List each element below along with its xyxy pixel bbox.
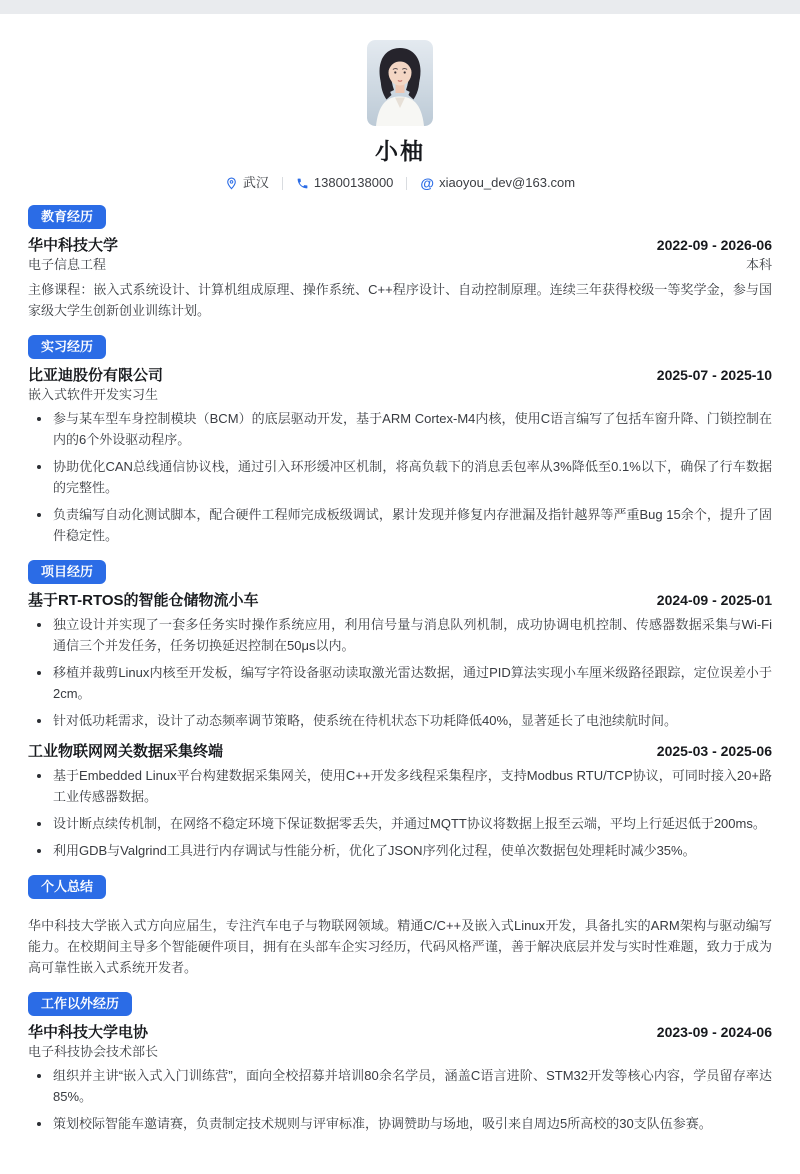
project-date: 2024-09 - 2025-01 xyxy=(656,592,772,608)
resume-header xyxy=(28,40,772,191)
organization-name: 华中科技大学电协 xyxy=(28,1024,149,1041)
project-entry-2 xyxy=(28,743,772,861)
school-name: 华中科技大学 xyxy=(28,237,119,254)
bullet-item: 基于Embedded Linux平台构建数据采集网关，使用C++开发多线程采集程序，支持Modbus RTU/TCP协议，可同时接入20+路工业传感器数据。 xyxy=(28,765,772,807)
project-entry-1 xyxy=(28,592,772,731)
extracurricular-date: 2023-09 - 2024-06 xyxy=(656,1024,772,1040)
section-summary xyxy=(28,875,772,978)
internship-date: 2025-07 - 2025-10 xyxy=(656,367,772,383)
project-date: 2025-03 - 2025-06 xyxy=(656,743,772,759)
contact-email-label: xiaoyou_dev@163.com xyxy=(439,175,576,190)
extracurricular-bullet-list xyxy=(28,1065,772,1134)
bullet-item: 利用GDB与Valgrind工具进行内存调试与性能分析，优化了JSON序列化过程，使单次数据包处理耗时减少35%。 xyxy=(28,840,772,861)
internship-bullet-list xyxy=(28,408,772,546)
extracurricular-entry xyxy=(28,1024,772,1134)
company-name: 比亚迪股份有限公司 xyxy=(28,367,164,384)
phone-icon xyxy=(296,177,309,190)
location-pin-icon xyxy=(225,177,238,190)
education-description: 主修课程：嵌入式系统设计、计算机组成原理、操作系统、C++程序设计、自动控制原理。连续三年获得校级一等奖学金，参与国家级大学生创新创业训练计划。 xyxy=(28,282,772,318)
contact-email[interactable] xyxy=(420,175,575,191)
project-title: 基于RT-RTOS的智能仓储物流小车 xyxy=(28,592,259,609)
contact-divider xyxy=(406,177,407,190)
section-badge-projects: 项目经历 xyxy=(28,560,106,584)
extracurricular-role: 电子科技协会技术部长 xyxy=(28,1044,159,1059)
contact-location-label: 武汉 xyxy=(242,175,269,190)
contact-phone[interactable] xyxy=(296,175,394,191)
section-projects xyxy=(28,560,772,861)
summary-text: 华中科技大学嵌入式方向应届生，专注汽车电子与物联网领域。精通C/C++及嵌入式Linux开发，具备扎实的ARM架构与驱动编写能力。在校期间主导多个智能硬件项目，拥有在头部车企实习经历，代码风格严谨，善于解决底层并发与实时性难题，致力于成为高可靠性嵌入式系统开发者。 xyxy=(28,918,772,975)
contact-row xyxy=(28,175,772,191)
candidate-name: 小柚 xyxy=(375,138,425,164)
internship-entry xyxy=(28,367,772,546)
section-badge-extracurricular: 工作以外经历 xyxy=(28,992,132,1016)
bullet-item: 策划校际智能车邀请赛，负责制定技术规则与评审标准，协调赞助与场地，吸引来自周边5所高校的30支队伍参赛。 xyxy=(28,1113,772,1134)
bullet-item: 参与某车型车身控制模块（BCM）的底层驱动开发，基于ARM Cortex-M4内核，使用C语言编写了包括车窗升降、门锁控制在内的6个外设驱动程序。 xyxy=(28,408,772,450)
section-extracurricular xyxy=(28,992,772,1134)
bullet-item: 组织并主讲“嵌入式入门训练营”，面向全校招募并培训80余名学员，涵盖C语言进阶、STM32开发等核心内容，学员留存率达85%。 xyxy=(28,1065,772,1107)
portrait-photo xyxy=(367,40,433,126)
section-internship xyxy=(28,335,772,546)
resume-page xyxy=(0,40,800,1174)
bullet-item: 针对低功耗需求，设计了动态频率调节策略，使系统在待机状态下功耗降低40%，显著延长了电池续航时间。 xyxy=(28,710,772,731)
at-icon: @ xyxy=(420,174,435,191)
section-education xyxy=(28,205,772,321)
education-entry xyxy=(28,237,772,321)
project-bullet-list xyxy=(28,765,772,861)
section-badge-education: 教育经历 xyxy=(28,205,106,229)
internship-role: 嵌入式软件开发实习生 xyxy=(28,387,159,402)
section-badge-internship: 实习经历 xyxy=(28,335,106,359)
education-major: 电子信息工程 xyxy=(28,257,107,272)
bullet-item: 协助优化CAN总线通信协议栈，通过引入环形缓冲区机制，将高负载下的消息丢包率从3%降低至0.1%以下，确保了行车数据的完整性。 xyxy=(28,456,772,498)
contact-phone-label: 13800138000 xyxy=(313,175,394,190)
bullet-item: 设计断点续传机制，在网络不稳定环境下保证数据零丢失，并通过MQTT协议将数据上报至云端，平均上行延迟低于200ms。 xyxy=(28,813,772,834)
bullet-item: 负责编写自动化测试脚本，配合硬件工程师完成板级调试，累计发现并修复内存泄漏及指针越界等严重Bug 15余个，提升了固件稳定性。 xyxy=(28,504,772,546)
education-date: 2022-09 - 2026-06 xyxy=(656,237,772,253)
section-badge-summary: 个人总结 xyxy=(28,875,106,899)
bullet-item: 移植并裁剪Linux内核至开发板，编写字符设备驱动读取激光雷达数据，通过PID算法实现小车厘米级路径跟踪，定位误差小于2cm。 xyxy=(28,662,772,704)
app-background-strip xyxy=(0,0,800,14)
bullet-item: 独立设计并实现了一套多任务实时操作系统应用，利用信号量与消息队列机制，成功协调电机控制、传感器数据采集与Wi-Fi通信三个并发任务，任务切换延迟控制在50μs以内。 xyxy=(28,614,772,656)
education-degree: 本科 xyxy=(745,257,772,272)
project-title: 工业物联网网关数据采集终端 xyxy=(28,743,224,760)
contact-location xyxy=(225,175,269,191)
project-bullet-list xyxy=(28,614,772,731)
contact-divider xyxy=(282,177,283,190)
